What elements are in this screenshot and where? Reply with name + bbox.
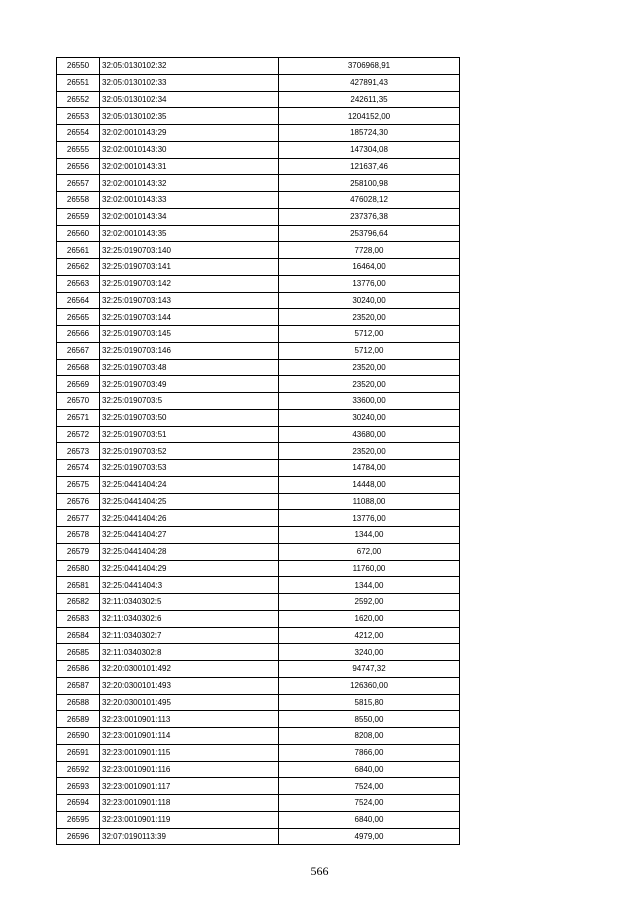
cadastral-number-cell: 32:25:0190703:142: [100, 275, 279, 292]
cadastral-value-cell: 14784,00: [279, 460, 460, 477]
row-number-cell: 26570: [57, 393, 100, 410]
cadastral-number-cell: 32:23:0010901:117: [100, 778, 279, 795]
cadastral-value-cell: 8208,00: [279, 728, 460, 745]
cadastral-value-table: [56, 57, 460, 845]
table-row: [57, 560, 460, 577]
cadastral-value-cell: 23520,00: [279, 443, 460, 460]
page-number: 566: [310, 864, 329, 878]
table-row: [57, 627, 460, 644]
row-number-cell: 26577: [57, 510, 100, 527]
table-row: [57, 208, 460, 225]
cadastral-value-cell: 4979,00: [279, 828, 460, 845]
cadastral-number-cell: 32:23:0010901:116: [100, 761, 279, 778]
row-number-cell: 26583: [57, 610, 100, 627]
cadastral-value-cell: 242611,35: [279, 91, 460, 108]
row-number-cell: 26585: [57, 644, 100, 661]
cadastral-number-cell: 32:25:0190703:5: [100, 393, 279, 410]
row-number-cell: 26555: [57, 141, 100, 158]
cadastral-value-cell: 427891,43: [279, 74, 460, 91]
cadastral-value-cell: 126360,00: [279, 677, 460, 694]
row-number-cell: 26595: [57, 811, 100, 828]
table-row: [57, 594, 460, 611]
table-row: [57, 577, 460, 594]
table-row: [57, 476, 460, 493]
table-row: [57, 778, 460, 795]
row-number-cell: 26564: [57, 292, 100, 309]
table-row: [57, 677, 460, 694]
cadastral-number-cell: 32:05:0130102:33: [100, 74, 279, 91]
table-row: [57, 292, 460, 309]
table-row: [57, 141, 460, 158]
row-number-cell: 26572: [57, 426, 100, 443]
row-number-cell: 26576: [57, 493, 100, 510]
table-row: [57, 74, 460, 91]
cadastral-value-cell: 7866,00: [279, 744, 460, 761]
cadastral-number-cell: 32:02:0010143:32: [100, 175, 279, 192]
cadastral-value-cell: 94747,32: [279, 661, 460, 678]
row-number-cell: 26563: [57, 275, 100, 292]
row-number-cell: 26559: [57, 208, 100, 225]
cadastral-value-cell: 7728,00: [279, 242, 460, 259]
table-row: [57, 661, 460, 678]
cadastral-value-cell: 5815,80: [279, 694, 460, 711]
cadastral-number-cell: 32:25:0190703:143: [100, 292, 279, 309]
row-number-cell: 26596: [57, 828, 100, 845]
row-number-cell: 26591: [57, 744, 100, 761]
cadastral-value-cell: 8550,00: [279, 711, 460, 728]
table-row: [57, 393, 460, 410]
row-number-cell: 26581: [57, 577, 100, 594]
cadastral-value-cell: 237376,38: [279, 208, 460, 225]
cadastral-value-cell: 2592,00: [279, 594, 460, 611]
row-number-cell: 26569: [57, 376, 100, 393]
cadastral-number-cell: 32:11:0340302:6: [100, 610, 279, 627]
cadastral-value-cell: 1344,00: [279, 527, 460, 544]
cadastral-value-cell: 11760,00: [279, 560, 460, 577]
row-number-cell: 26575: [57, 476, 100, 493]
cadastral-number-cell: 32:25:0190703:50: [100, 409, 279, 426]
table-row: [57, 91, 460, 108]
table-row: [57, 728, 460, 745]
cadastral-value-cell: 5712,00: [279, 326, 460, 343]
row-number-cell: 26586: [57, 661, 100, 678]
cadastral-number-cell: 32:25:0190703:144: [100, 309, 279, 326]
table-row: [57, 175, 460, 192]
row-number-cell: 26589: [57, 711, 100, 728]
table-body: [57, 58, 460, 845]
cadastral-value-cell: 185724,30: [279, 125, 460, 142]
row-number-cell: 26561: [57, 242, 100, 259]
table-row: [57, 761, 460, 778]
cadastral-number-cell: 32:23:0010901:114: [100, 728, 279, 745]
table-row: [57, 192, 460, 209]
cadastral-number-cell: 32:11:0340302:5: [100, 594, 279, 611]
row-number-cell: 26556: [57, 158, 100, 175]
cadastral-value-cell: 4212,00: [279, 627, 460, 644]
table-row: [57, 125, 460, 142]
cadastral-value-cell: 13776,00: [279, 510, 460, 527]
cadastral-value-cell: 23520,00: [279, 359, 460, 376]
row-number-cell: 26594: [57, 795, 100, 812]
cadastral-number-cell: 32:25:0190703:146: [100, 342, 279, 359]
cadastral-value-cell: 7524,00: [279, 795, 460, 812]
cadastral-number-cell: 32:25:0441404:3: [100, 577, 279, 594]
row-number-cell: 26582: [57, 594, 100, 611]
row-number-cell: 26578: [57, 527, 100, 544]
table-row: [57, 309, 460, 326]
cadastral-number-cell: 32:02:0010143:30: [100, 141, 279, 158]
row-number-cell: 26573: [57, 443, 100, 460]
cadastral-value-cell: 258100,98: [279, 175, 460, 192]
table-row: [57, 342, 460, 359]
table-row: [57, 795, 460, 812]
table-row: [57, 828, 460, 845]
cadastral-number-cell: 32:07:0190113:39: [100, 828, 279, 845]
row-number-cell: 26567: [57, 342, 100, 359]
cadastral-number-cell: 32:02:0010143:33: [100, 192, 279, 209]
cadastral-value-cell: 121637,46: [279, 158, 460, 175]
cadastral-number-cell: 32:25:0441404:29: [100, 560, 279, 577]
cadastral-number-cell: 32:02:0010143:34: [100, 208, 279, 225]
cadastral-number-cell: 32:02:0010143:35: [100, 225, 279, 242]
cadastral-number-cell: 32:25:0190703:140: [100, 242, 279, 259]
row-number-cell: 26584: [57, 627, 100, 644]
cadastral-number-cell: 32:11:0340302:8: [100, 644, 279, 661]
table-row: [57, 644, 460, 661]
row-number-cell: 26560: [57, 225, 100, 242]
cadastral-value-cell: 1344,00: [279, 577, 460, 594]
row-number-cell: 26590: [57, 728, 100, 745]
row-number-cell: 26568: [57, 359, 100, 376]
row-number-cell: 26550: [57, 58, 100, 75]
table-row: [57, 275, 460, 292]
cadastral-value-cell: 14448,00: [279, 476, 460, 493]
table-row: [57, 711, 460, 728]
table-row: [57, 744, 460, 761]
table-row: [57, 610, 460, 627]
cadastral-value-cell: 3240,00: [279, 644, 460, 661]
table-row: [57, 225, 460, 242]
cadastral-number-cell: 32:11:0340302:7: [100, 627, 279, 644]
table-row: [57, 259, 460, 276]
cadastral-number-cell: 32:02:0010143:31: [100, 158, 279, 175]
table-row: [57, 326, 460, 343]
cadastral-number-cell: 32:23:0010901:115: [100, 744, 279, 761]
row-number-cell: 26551: [57, 74, 100, 91]
row-number-cell: 26588: [57, 694, 100, 711]
cadastral-number-cell: 32:23:0010901:113: [100, 711, 279, 728]
table-row: [57, 426, 460, 443]
table-row: [57, 811, 460, 828]
cadastral-number-cell: 32:20:0300101:495: [100, 694, 279, 711]
row-number-cell: 26552: [57, 91, 100, 108]
row-number-cell: 26593: [57, 778, 100, 795]
cadastral-value-cell: 16464,00: [279, 259, 460, 276]
cadastral-value-cell: 33600,00: [279, 393, 460, 410]
table-row: [57, 376, 460, 393]
cadastral-value-cell: 23520,00: [279, 376, 460, 393]
table-row: [57, 242, 460, 259]
cadastral-number-cell: 32:05:0130102:34: [100, 91, 279, 108]
cadastral-number-cell: 32:25:0190703:141: [100, 259, 279, 276]
row-number-cell: 26553: [57, 108, 100, 125]
table-row: [57, 510, 460, 527]
cadastral-value-cell: 253796,64: [279, 225, 460, 242]
row-number-cell: 26579: [57, 543, 100, 560]
table-row: [57, 158, 460, 175]
cadastral-value-cell: 13776,00: [279, 275, 460, 292]
cadastral-number-cell: 32:25:0190703:51: [100, 426, 279, 443]
row-number-cell: 26557: [57, 175, 100, 192]
row-number-cell: 26592: [57, 761, 100, 778]
table-row: [57, 493, 460, 510]
cadastral-number-cell: 32:23:0010901:119: [100, 811, 279, 828]
table-row: [57, 460, 460, 477]
cadastral-number-cell: 32:25:0190703:49: [100, 376, 279, 393]
cadastral-value-cell: 1204152,00: [279, 108, 460, 125]
cadastral-value-cell: 7524,00: [279, 778, 460, 795]
table-row: [57, 359, 460, 376]
cadastral-value-cell: 11088,00: [279, 493, 460, 510]
cadastral-number-cell: 32:25:0441404:28: [100, 543, 279, 560]
cadastral-value-cell: 5712,00: [279, 342, 460, 359]
cadastral-value-cell: 30240,00: [279, 292, 460, 309]
row-number-cell: 26565: [57, 309, 100, 326]
table-row: [57, 409, 460, 426]
cadastral-value-cell: 3706968,91: [279, 58, 460, 75]
row-number-cell: 26566: [57, 326, 100, 343]
row-number-cell: 26580: [57, 560, 100, 577]
table-row: [57, 108, 460, 125]
table-row: [57, 58, 460, 75]
row-number-cell: 26554: [57, 125, 100, 142]
table-row: [57, 543, 460, 560]
cadastral-value-cell: 43680,00: [279, 426, 460, 443]
cadastral-value-cell: 6840,00: [279, 761, 460, 778]
cadastral-number-cell: 32:25:0190703:145: [100, 326, 279, 343]
cadastral-number-cell: 32:05:0130102:32: [100, 58, 279, 75]
cadastral-number-cell: 32:25:0190703:53: [100, 460, 279, 477]
cadastral-number-cell: 32:20:0300101:492: [100, 661, 279, 678]
cadastral-number-cell: 32:25:0441404:25: [100, 493, 279, 510]
cadastral-number-cell: 32:20:0300101:493: [100, 677, 279, 694]
cadastral-number-cell: 32:25:0441404:26: [100, 510, 279, 527]
cadastral-value-cell: 30240,00: [279, 409, 460, 426]
table-row: [57, 443, 460, 460]
row-number-cell: 26562: [57, 259, 100, 276]
row-number-cell: 26574: [57, 460, 100, 477]
cadastral-value-cell: 23520,00: [279, 309, 460, 326]
cadastral-value-cell: 476028,12: [279, 192, 460, 209]
row-number-cell: 26558: [57, 192, 100, 209]
cadastral-value-cell: 6840,00: [279, 811, 460, 828]
cadastral-number-cell: 32:25:0190703:52: [100, 443, 279, 460]
cadastral-number-cell: 32:25:0441404:24: [100, 476, 279, 493]
cadastral-number-cell: 32:02:0010143:29: [100, 125, 279, 142]
cadastral-number-cell: 32:25:0441404:27: [100, 527, 279, 544]
cadastral-value-cell: 1620,00: [279, 610, 460, 627]
cadastral-value-cell: 147304,08: [279, 141, 460, 158]
cadastral-number-cell: 32:25:0190703:48: [100, 359, 279, 376]
row-number-cell: 26587: [57, 677, 100, 694]
cadastral-value-cell: 672,00: [279, 543, 460, 560]
cadastral-number-cell: 32:23:0010901:118: [100, 795, 279, 812]
cadastral-number-cell: 32:05:0130102:35: [100, 108, 279, 125]
table-row: [57, 694, 460, 711]
row-number-cell: 26571: [57, 409, 100, 426]
table-row: [57, 527, 460, 544]
